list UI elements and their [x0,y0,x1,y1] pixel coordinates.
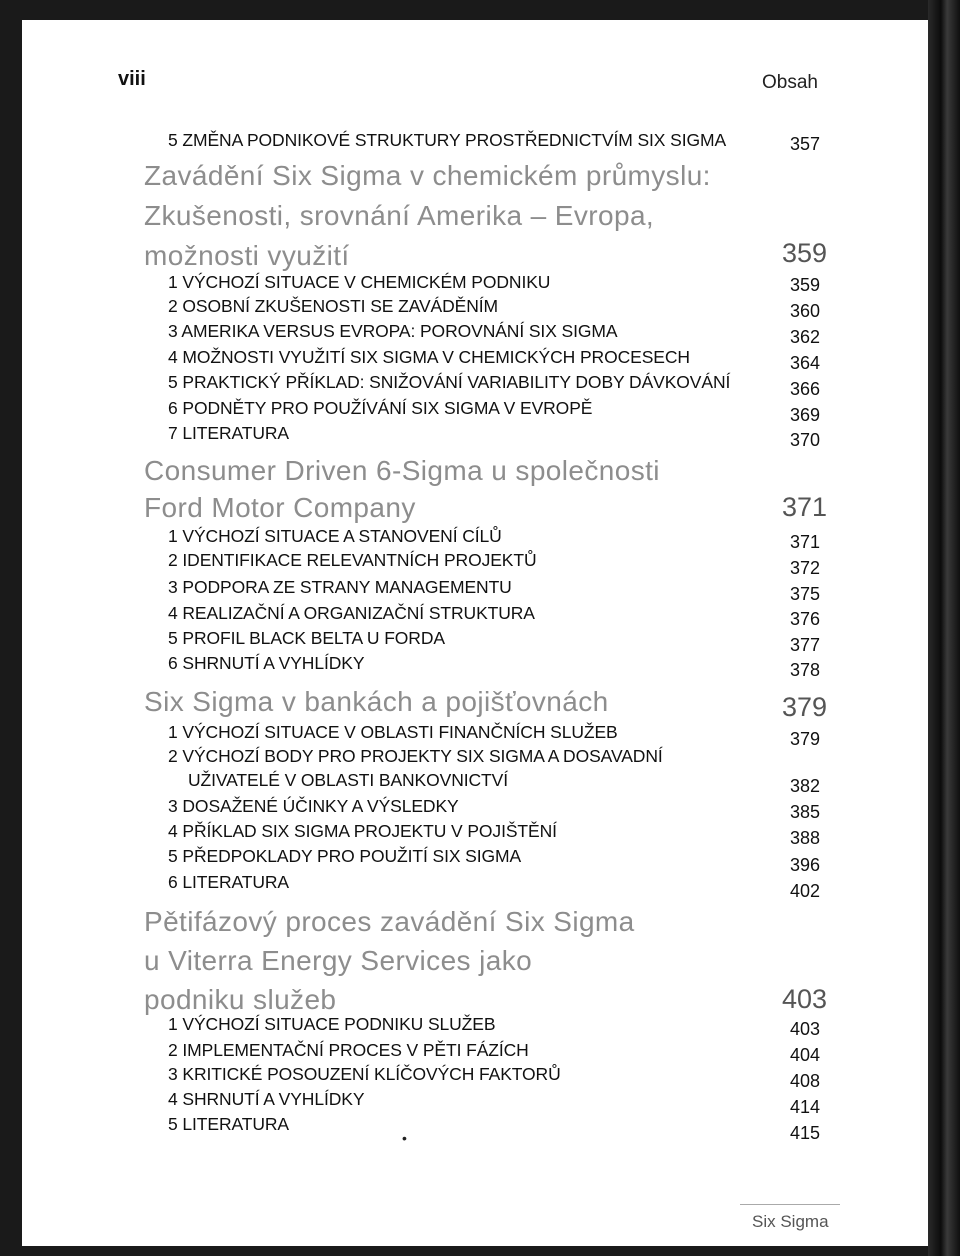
toc-item-page: 388 [790,828,821,848]
chapter-title-line: Ford Motor Company [144,492,416,523]
toc-item-page: 376 [790,609,821,629]
chapter-title-line: u Viterra Energy Services jako [144,945,533,976]
chapter-title-line: Zkušenosti, srovnání Amerika – Evropa, [144,200,655,231]
running-footer: Six Sigma [752,1212,829,1231]
toc-item-text: 1 VÝCHOZÍ SITUACE V OBLASTI FINANČNÍCH SLUŽEB [168,722,618,742]
toc-item-page: 364 [790,353,821,373]
toc-item-page: 378 [790,660,821,680]
toc-item-text: 6 LITERATURA [168,872,290,892]
toc-item-text: 4 PŘÍKLAD SIX SIGMA PROJEKTU V POJIŠTĚNÍ [168,821,557,841]
chapter-title-line: Zavádění Six Sigma v chemickém průmyslu: [144,160,711,191]
toc-item-text: 4 REALIZAČNÍ A ORGANIZAČNÍ STRUKTURA [168,603,535,623]
toc-item-page: 366 [790,379,821,399]
toc-item-page: 372 [790,558,821,578]
toc-item-page: 357 [790,134,821,154]
toc-item-text: 5 LITERATURA [168,1114,290,1134]
toc-item-page: 402 [790,881,821,901]
toc-item-text: 3 AMERIKA VERSUS EVROPA: POROVNÁNÍ SIX SIGMA [168,321,618,341]
page-number: viii [118,68,146,90]
toc-item-text: 1 VÝCHOZÍ SITUACE V CHEMICKÉM PODNIKU [168,272,551,292]
chapter-page-number: 359 [782,238,828,268]
toc-item-text: 3 PODPORA ZE STRANY MANAGEMENTU [168,577,512,597]
scan-speck: • [402,1130,407,1146]
toc-item-text: 3 KRITICKÉ POSOUZENÍ KLÍČOVÝCH FAKTORŮ [168,1064,561,1084]
toc-item-page: 382 [790,776,821,796]
toc-item-page: 377 [790,635,821,655]
chapter-title-line: Pětifázový proces zavádění Six Sigma [144,906,635,937]
toc-item-page: 415 [790,1123,821,1143]
chapter-page-number: 371 [782,492,828,522]
toc-item-text: 4 SHRNUTÍ A VYHLÍDKY [168,1089,365,1109]
toc-item-page: 360 [790,301,821,321]
toc-item-text: 2 IDENTIFIKACE RELEVANTNÍCH PROJEKTŮ [168,550,537,570]
toc-item-page: 371 [790,532,821,552]
toc-item-text: 5 PROFIL BLACK BELTA U FORDA [168,628,445,648]
toc-item-page: 375 [790,584,821,604]
chapter-page-number: 379 [782,692,828,722]
chapter-title-line: Consumer Driven 6-Sigma u společnosti [144,455,660,486]
toc-item-text: 2 VÝCHOZÍ BODY PRO PROJEKTY SIX SIGMA A DOSAVADNÍ [168,746,663,766]
toc-item-page: 369 [790,405,821,425]
footer-rule [740,1204,840,1205]
toc-item-text: 2 IMPLEMENTAČNÍ PROCES V PĚTI FÁZÍCH [168,1040,529,1060]
toc-item-page: 379 [790,729,821,749]
chapter-title-line: možnosti využití [144,240,350,271]
toc-item-text: 3 DOSAŽENÉ ÚČINKY A VÝSLEDKY [168,796,459,816]
toc-item-page: 359 [790,275,821,295]
chapter-page-number: 403 [782,984,828,1014]
running-header: Obsah [762,72,818,93]
toc-item-text: 5 PRAKTICKÝ PŘÍKLAD: SNIŽOVÁNÍ VARIABILITY DOBY DÁVKOVÁNÍ [168,372,731,392]
toc-item-text: 5 PŘEDPOKLADY PRO POUŽITÍ SIX SIGMA [168,846,522,866]
toc-item-text: 6 SHRNUTÍ A VYHLÍDKY [168,653,365,673]
toc-item-text: UŽIVATELÉ V OBLASTI BANKOVNICTVÍ [188,770,508,790]
chapter-title-line: Six Sigma v bankách a pojišťovnách [144,686,609,717]
toc-item-text: 6 PODNĚTY PRO POUŽÍVÁNÍ SIX SIGMA V EVROPĚ [168,398,593,418]
toc-item-text: 5 ZMĚNA PODNIKOVÉ STRUKTURY PROSTŘEDNICTVÍM SIX SIGMA [168,130,727,150]
toc-item-page: 414 [790,1097,821,1117]
toc-item-page: 403 [790,1019,821,1039]
toc-item-page: 385 [790,802,821,822]
chapter-title-line: podniku služeb [144,984,337,1015]
toc-item-page: 362 [790,327,821,347]
toc-item-text: 1 VÝCHOZÍ SITUACE A STANOVENÍ CÍLŮ [168,526,502,546]
toc-item-page: 408 [790,1071,821,1091]
toc-item-text: 2 OSOBNÍ ZKUŠENOSTI SE ZAVÁDĚNÍM [168,296,499,316]
toc-item-page: 370 [790,430,821,450]
toc-item-text: 4 MOŽNOSTI VYUŽITÍ SIX SIGMA V CHEMICKÝCH PROCESECH [168,347,690,367]
toc-item-text: 1 VÝCHOZÍ SITUACE PODNIKU SLUŽEB [168,1014,496,1034]
toc-item-page: 404 [790,1045,821,1065]
toc-item-page: 396 [790,855,821,875]
toc-item-text: 7 LITERATURA [168,423,290,443]
